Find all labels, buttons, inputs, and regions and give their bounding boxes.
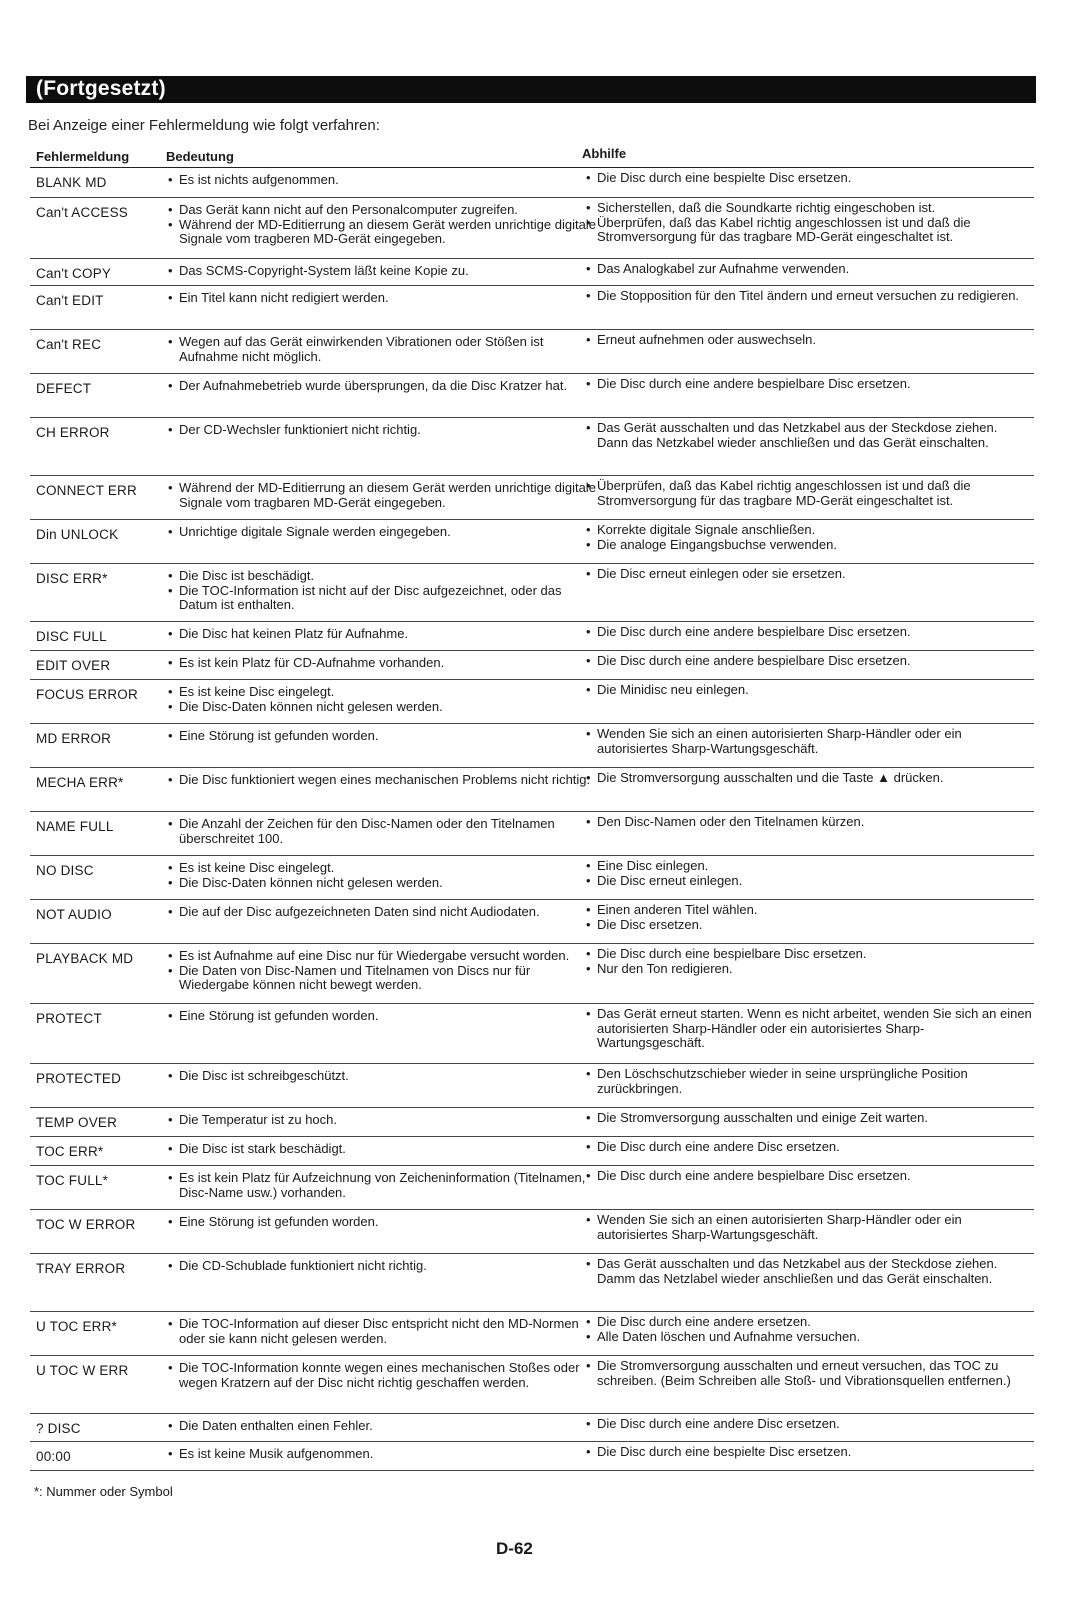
table-row [30, 168, 1034, 198]
error-code: Din UNLOCK [36, 527, 119, 542]
page-number: D-62 [496, 1539, 533, 1558]
table-row [30, 198, 1034, 259]
error-table [30, 143, 1034, 1471]
error-code: NAME FULL [36, 819, 114, 834]
table-body [30, 168, 1034, 1471]
table-row [30, 1356, 1034, 1414]
remedy-cell [586, 625, 1032, 640]
remedy-item: • Die Disc durch eine bespielbare Disc ersetzen. [586, 947, 1032, 962]
error-code: MECHA ERR* [36, 775, 124, 790]
meaning-item: • Die Anzahl der Zeichen für den Disc-Namen oder den Titelnamen überschreitet 100. [168, 817, 598, 846]
remedy-item: • Korrekte digitale Signale anschließen. [586, 523, 1032, 538]
error-code: PROTECT [36, 1011, 102, 1026]
remedy-cell [586, 201, 1032, 245]
meaning-cell [168, 1361, 598, 1390]
meaning-item: • Die Disc ist stark beschädigt. [168, 1142, 598, 1157]
remedy-item: • Die Disc erneut einlegen oder sie ersetzen. [586, 567, 1032, 582]
error-code: NOT AUDIO [36, 907, 112, 922]
table-row [30, 1108, 1034, 1137]
remedy-item: • Die Minidisc neu einlegen. [586, 683, 1032, 698]
remedy-item: • Die Disc erneut einlegen. [586, 874, 1032, 889]
meaning-item: • Das SCMS-Copyright-System läßt keine Kopie zu. [168, 264, 598, 279]
meaning-item: • Es ist kein Platz für Aufzeichnung von Zeicheninformation (Titelnamen, Disc-Name usw.) vorhanden. [168, 1171, 598, 1200]
error-code: U TOC ERR* [36, 1319, 118, 1334]
meaning-cell [168, 1447, 598, 1462]
remedy-item: • Eine Disc einlegen. [586, 859, 1032, 874]
remedy-cell [586, 171, 1032, 186]
remedy-item: • Überprüfen, daß das Kabel richtig angeschlossen ist und daß die Stromversorgung für das tragbare MD-Gerät eingeschaltet ist. [586, 479, 1032, 508]
remedy-item: • Den Disc-Namen oder den Titelnamen kürzen. [586, 815, 1032, 830]
error-code: Can't EDIT [36, 293, 104, 308]
remedy-item: • Die Stopposition für den Titel ändern und erneut versuchen zu redigieren. [586, 289, 1032, 304]
table-row [30, 812, 1034, 856]
remedy-cell [586, 859, 1032, 888]
meaning-cell [168, 1259, 598, 1274]
error-code: NO DISC [36, 863, 94, 878]
meaning-item: • Die TOC-Information ist nicht auf der Disc aufgezeichnet, oder das Datum ist enthalten. [168, 584, 598, 613]
meaning-cell [168, 1215, 598, 1230]
error-code: Can't REC [36, 337, 102, 352]
meaning-item: • Eine Störung ist gefunden worden. [168, 1009, 598, 1024]
meaning-item: • Die TOC-Information konnte wegen eines mechanischen Stoßes oder wegen Kratzern auf der Disc nicht richtig geschaffen werden. [168, 1361, 598, 1390]
remedy-item: • Die Disc durch eine bespielte Disc ersetzen. [586, 171, 1032, 186]
meaning-cell [168, 729, 598, 744]
meaning-item: • Eine Störung ist gefunden worden. [168, 729, 598, 744]
remedy-item: • Überprüfen, daß das Kabel richtig angeschlossen ist und daß die Stromversorgung für das tragbare MD-Gerät eingeschaltet ist. [586, 216, 1032, 245]
table-row [30, 520, 1034, 564]
error-code: CH ERROR [36, 425, 110, 440]
error-code: ? DISC [36, 1421, 81, 1436]
remedy-cell [586, 1111, 1032, 1126]
meaning-cell [168, 656, 598, 671]
table-row [30, 330, 1034, 374]
meaning-cell [168, 627, 598, 642]
meaning-cell [168, 949, 598, 993]
remedy-item: • Die Disc durch eine andere ersetzen. [586, 1315, 1032, 1330]
meaning-cell [168, 1171, 598, 1200]
table-row [30, 1064, 1034, 1108]
meaning-cell [168, 1419, 598, 1434]
error-code: 00:00 [36, 1449, 71, 1464]
remedy-item: • Den Löschschutzschieber wieder in seine ursprüngliche Position zurückbringen. [586, 1067, 1032, 1096]
remedy-cell [586, 654, 1032, 669]
table-row [30, 476, 1034, 520]
meaning-item: • Es ist kein Platz für CD-Aufnahme vorhanden. [168, 656, 598, 671]
remedy-item: • Wenden Sie sich an einen autorisierten Sharp-Händler oder ein autorisiertes Sharp-Wartungsgeschäft. [586, 1213, 1032, 1242]
remedy-cell [586, 727, 1032, 756]
table-row [30, 622, 1034, 651]
table-row [30, 856, 1034, 900]
meaning-cell [168, 481, 598, 510]
meaning-item: • Es ist keine Musik aufgenommen. [168, 1447, 598, 1462]
remedy-item: • Die Stromversorgung ausschalten und erneut versuchen, das TOC zu schreiben. (Beim Schreiben alle Stoß- und Vibrationsquellen entfernen.) [586, 1359, 1032, 1388]
error-code: PROTECTED [36, 1071, 122, 1086]
remedy-item: • Das Analogkabel zur Aufnahme verwenden. [586, 262, 1032, 277]
remedy-item: • Erneut aufnehmen oder auswechseln. [586, 333, 1032, 348]
table-row [30, 1254, 1034, 1312]
meaning-item: • Das Gerät kann nicht auf den Personalcomputer zugreifen. [168, 203, 598, 218]
error-code: MD ERROR [36, 731, 112, 746]
meaning-cell [168, 685, 598, 714]
remedy-item: • Nur den Ton redigieren. [586, 962, 1032, 977]
remedy-item: • Die Disc durch eine andere Disc ersetzen. [586, 1417, 1032, 1432]
meaning-cell [168, 291, 598, 306]
remedy-cell [586, 1140, 1032, 1155]
column-header-remedy: Abhilfe [582, 146, 627, 161]
meaning-cell [168, 1142, 598, 1157]
remedy-cell [586, 815, 1032, 830]
remedy-item: • Die Stromversorgung ausschalten und einige Zeit warten. [586, 1111, 1032, 1126]
section-title: (Fortgesetzt) [36, 77, 166, 100]
meaning-cell [168, 1009, 598, 1024]
meaning-cell [168, 525, 598, 540]
error-code: Can't COPY [36, 266, 112, 281]
intro-text: Bei Anzeige einer Fehlermeldung wie folgt verfahren: [28, 117, 380, 134]
meaning-cell [168, 861, 598, 890]
error-code: TEMP OVER [36, 1115, 118, 1130]
remedy-cell [586, 377, 1032, 392]
remedy-cell [586, 683, 1032, 698]
remedy-cell [586, 1169, 1032, 1184]
remedy-item: • Einen anderen Titel wählen. [586, 903, 1032, 918]
remedy-item: • Sicherstellen, daß die Soundkarte richtig eingeschoben ist. [586, 201, 1032, 216]
meaning-item: • Die Disc-Daten können nicht gelesen werden. [168, 876, 598, 891]
error-code: FOCUS ERROR [36, 687, 138, 702]
remedy-item: • Die Disc ersetzen. [586, 918, 1032, 933]
meaning-item: • Während der MD-Editierrung an diesem Gerät werden unrichtige digitale Signale vom tragberen MD-Gerät eingegeben. [168, 218, 598, 247]
remedy-item: • Das Gerät ausschalten und das Netzkabel aus der Steckdose ziehen. Dann das Netzkabel wieder anschließen und das Gerät einschalten. [586, 421, 1032, 450]
meaning-item: • Die Disc hat keinen Platz für Aufnahme. [168, 627, 598, 642]
meaning-item: • Die Disc funktioniert wegen eines mechanischen Problems nicht richtig. [168, 773, 598, 788]
table-row [30, 1442, 1034, 1471]
meaning-cell [168, 264, 598, 279]
remedy-item: • Die Disc durch eine andere bespielbare Disc ersetzen. [586, 654, 1032, 669]
column-header-error: Fehlermeldung [36, 149, 130, 164]
section-header-bar [26, 76, 1036, 103]
meaning-cell [168, 335, 598, 364]
meaning-item: • Es ist Aufnahme auf eine Disc nur für Wiedergabe versucht worden. [168, 949, 598, 964]
meaning-item: • Die Disc ist schreibgeschützt. [168, 1069, 598, 1084]
meaning-item: • Die Daten von Disc-Namen und Titelnamen von Discs nur für Wiedergabe können nicht bewegt werden. [168, 964, 598, 993]
meaning-item: • Unrichtige digitale Signale werden eingegeben. [168, 525, 598, 540]
meaning-cell [168, 423, 598, 438]
table-row [30, 418, 1034, 476]
meaning-item: • Es ist nichts aufgenommen. [168, 173, 598, 188]
remedy-cell [586, 1067, 1032, 1096]
error-code: TRAY ERROR [36, 1261, 126, 1276]
meaning-item: • Die CD-Schublade funktioniert nicht richtig. [168, 1259, 598, 1274]
meaning-cell [168, 817, 598, 846]
meaning-item: • Eine Störung ist gefunden worden. [168, 1215, 598, 1230]
meaning-cell [168, 905, 598, 920]
meaning-cell [168, 203, 598, 247]
remedy-cell [586, 1213, 1032, 1242]
remedy-cell [586, 903, 1032, 932]
meaning-cell [168, 379, 598, 394]
table-row [30, 1004, 1034, 1064]
meaning-cell [168, 173, 598, 188]
meaning-item: • Es ist keine Disc eingelegt. [168, 685, 598, 700]
remedy-item: • Die Disc durch eine andere bespielbare Disc ersetzen. [586, 625, 1032, 640]
error-code: DISC ERR* [36, 571, 108, 586]
meaning-cell [168, 1069, 598, 1084]
error-code: DISC FULL [36, 629, 107, 644]
meaning-item: • Ein Titel kann nicht redigiert werden. [168, 291, 598, 306]
column-header-meaning: Bedeutung [166, 149, 234, 164]
remedy-cell [586, 771, 1032, 786]
meaning-cell [168, 569, 598, 613]
table-row [30, 374, 1034, 418]
meaning-item: • Die Disc ist beschädigt. [168, 569, 598, 584]
remedy-item: • Das Gerät erneut starten. Wenn es nicht arbeitet, wenden Sie sich an einen autorisierten Sharp-Händler oder ein autorisiertes Sharp-Wartungsgeschäft. [586, 1007, 1032, 1051]
remedy-cell [586, 1007, 1032, 1051]
table-row [30, 564, 1034, 622]
table-row [30, 1210, 1034, 1254]
table-row [30, 1414, 1034, 1442]
remedy-cell [586, 523, 1032, 552]
meaning-cell [168, 1317, 598, 1346]
footnote: *: Nummer oder Symbol [34, 1484, 173, 1499]
meaning-item: • Es ist keine Disc eingelegt. [168, 861, 598, 876]
table-row [30, 1137, 1034, 1166]
table-row [30, 1312, 1034, 1356]
remedy-item: • Die Stromversorgung ausschalten und die Taste ▲ drücken. [586, 771, 1032, 786]
remedy-item: • Die analoge Eingangsbuchse verwenden. [586, 538, 1032, 553]
error-code: TOC FULL* [36, 1173, 109, 1188]
remedy-cell [586, 421, 1032, 450]
table-row [30, 724, 1034, 768]
meaning-item: • Wegen auf das Gerät einwirkenden Vibrationen oder Stößen ist Aufnahme nicht möglich. [168, 335, 598, 364]
remedy-cell [586, 1315, 1032, 1344]
table-header [30, 143, 1034, 168]
remedy-item: • Die Disc durch eine andere Disc ersetzen. [586, 1140, 1032, 1155]
remedy-cell [586, 1359, 1032, 1388]
table-row [30, 1166, 1034, 1210]
remedy-cell [586, 1417, 1032, 1432]
meaning-item: • Die Disc-Daten können nicht gelesen werden. [168, 700, 598, 715]
meaning-item: • Die TOC-Information auf dieser Disc entspricht nicht den MD-Normen oder sie kann nicht gelesen werden. [168, 1317, 598, 1346]
remedy-cell [586, 947, 1032, 976]
error-code: TOC ERR* [36, 1144, 104, 1159]
meaning-item: • Während der MD-Editierrung an diesem Gerät werden unrichtige digitale Signale vom tragbaren MD-Gerät eingegeben. [168, 481, 598, 510]
meaning-item: • Die auf der Disc aufgezeichneten Daten sind nicht Audiodaten. [168, 905, 598, 920]
remedy-item: • Die Disc durch eine bespielte Disc ersetzen. [586, 1445, 1032, 1460]
error-code: PLAYBACK MD [36, 951, 134, 966]
remedy-cell [586, 479, 1032, 508]
remedy-item: • Die Disc durch eine andere bespielbare Disc ersetzen. [586, 377, 1032, 392]
error-code: BLANK MD [36, 175, 107, 190]
table-row [30, 651, 1034, 680]
table-row [30, 680, 1034, 724]
meaning-item: • Die Temperatur ist zu hoch. [168, 1113, 598, 1128]
table-row [30, 900, 1034, 944]
meaning-item: • Der CD-Wechsler funktioniert nicht richtig. [168, 423, 598, 438]
meaning-cell [168, 773, 598, 788]
table-row [30, 944, 1034, 1004]
remedy-item: • Die Disc durch eine andere bespielbare Disc ersetzen. [586, 1169, 1032, 1184]
remedy-cell [586, 567, 1032, 582]
remedy-item: • Wenden Sie sich an einen autorisierten Sharp-Händler oder ein autorisiertes Sharp-Wartungsgeschäft. [586, 727, 1032, 756]
error-code: EDIT OVER [36, 658, 111, 673]
meaning-item: • Die Daten enthalten einen Fehler. [168, 1419, 598, 1434]
remedy-item: • Alle Daten löschen und Aufnahme versuchen. [586, 1330, 1032, 1345]
remedy-item: • Das Gerät ausschalten und das Netzkabel aus der Steckdose ziehen. Damm das Netzlabel wieder anschließen und das Gerät einschalten. [586, 1257, 1032, 1286]
table-row [30, 286, 1034, 330]
remedy-cell [586, 262, 1032, 277]
error-code: CONNECT ERR [36, 483, 137, 498]
remedy-cell [586, 333, 1032, 348]
error-code: U TOC W ERR [36, 1363, 129, 1378]
remedy-cell [586, 1257, 1032, 1286]
remedy-cell [586, 289, 1032, 304]
error-code: TOC W ERROR [36, 1217, 136, 1232]
error-code: DEFECT [36, 381, 92, 396]
table-row [30, 259, 1034, 286]
meaning-item: • Der Aufnahmebetrieb wurde übersprungen, da die Disc Kratzer hat. [168, 379, 598, 394]
table-row [30, 768, 1034, 812]
error-code: Can't ACCESS [36, 205, 129, 220]
meaning-cell [168, 1113, 598, 1128]
remedy-cell [586, 1445, 1032, 1460]
